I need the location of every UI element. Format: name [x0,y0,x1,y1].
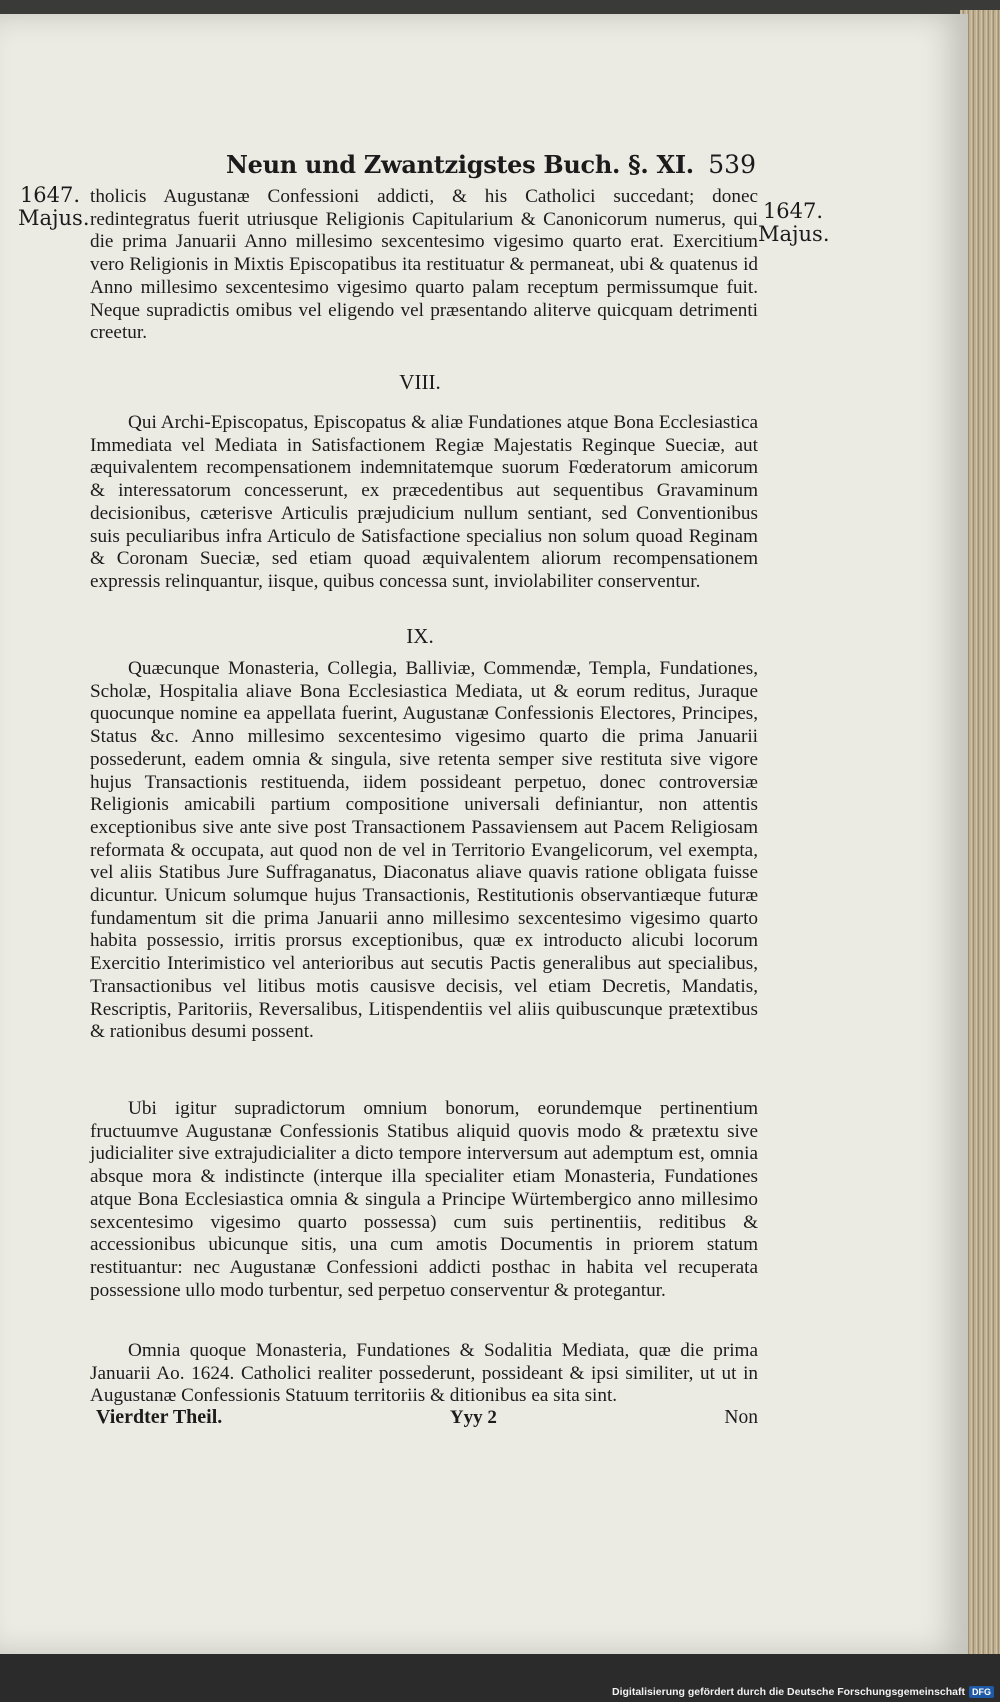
section-heading-ix: IX. [406,624,434,648]
margin-month: Majus. [758,222,830,246]
credit-text: Digitalisierung gefördert durch die Deutsche Forschungsgemeinschaft [612,1686,965,1698]
running-header [226,150,756,190]
section-ix-paragraph-1 [90,658,758,1044]
paragraph-text: Omnia quoque Monasteria, Fundationes & Sodalitia Mediata, quæ die prima Januarii Ao. 1624. Catholici realiter possederunt, possideant & ipsi similiter, ut ut in Augustanæ Confessionis Statuum territoriis & ditionibus ea sita sint. [90,1340,758,1407]
margin-month: Majus. [18,206,90,230]
digitization-credit [612,1684,994,1700]
page-number: 539 [708,150,756,179]
paragraph-text: Ubi igitur supradictorum omnium bonorum, eorundemque pertinentium fructuumve Augustanæ Confessionis Statibus aliquid quovis modo & prætextu sive judicialiter sive extrajudicialiter a dicto tempore interversum aut ademptum est, omnia absque mora & indistincte (interque illa specialiter etiam Monasteria, Fundationes atque Bona Ecclesiastica omnia & singula a Principe Würtembergico anno millesimo sexcentesimo vigesimo quarto possessa) cum suis pertinentiis, reditibus & accessionibus ubicunque sitis, una cum amotis Documentis in priorem statum restituantur: nec Augustanæ Confessioni addicti posthac in habita vel recuperata possessione ullo modo turbentur, sed perpetuo conserventur & protegantur. [90,1098,758,1301]
margin-year: 1647. [19,183,81,207]
section-ix-paragraph-3 [90,1340,758,1408]
right-margin-note [758,200,828,246]
running-title: Neun und Zwantzigstes Buch. §. XI. [226,150,694,179]
section-viii-paragraph [90,412,758,594]
section-ix-paragraph-2 [90,1098,758,1302]
intro-paragraph [90,186,758,345]
signature-mark: Yyy 2 [449,1407,497,1428]
part-label: Vierdter Theil. [96,1406,223,1428]
margin-year: 1647. [762,199,824,223]
dfg-logo-icon: DFG [969,1686,994,1698]
paragraph-text: Quæcunque Monasteria, Collegia, Balliviæ, Commendæ, Templa, Fundationes, Scholæ, Hospitalia aliave Bona Ecclesiastica Mediata, ut & eorum reditus, Juraque quocunque nomine ea appellata fuerint, Augustanæ Confessionis Electores, Principes, Status &c. Anno millesimo sexcentesimo vigesimo quarto die prima Januarii possederunt, eadem omnia & singula, sive retenta semper sive restituta sive vigore hujus Transactionis restituenda, iidem possideant perpetuo, donec controversiæ Religionis amicabili partium compositione universali definiantur, non attentis exceptionibus sive ante sive post Transactionem Passaviensem aut Pacem Religiosam reformata & occupata, aut quod non de vel in Territorio Evangelicorum, vel exempta, vel aliis Statibus Jure Suffraganatus, Diaconatus aliave quavis ratione obligata fuisse dicuntur. Unicum solumque hujus Transactionis, Restitutionis observantiæque futuræ fundamentum sit die prima Januarii anno millesimo sexcentesimo vigesimo quarto habita possessio, irritis prorsus exceptionibus, quæ ex introducto alicubi locorum Exercitio Interimistico vel anterioribus aut secutis Pactis generalibus aut specialibus, Transactionibus vel litibus motis causisve decisis, vel etiam Decretis, Mandatis, Rescriptis, Paritoriis, Reversalibus, Litispendentiis vel aliis quibuscunque prætextibus & rationibus desumi possent. [90,658,758,1043]
section-heading-viii: VIII. [399,370,441,394]
paragraph-text: tholicis Augustanæ Confessioni addicti, & his Catholici succedant; donec redintegratus fuerit utriusque Religionis Capitularium & Canonicorum numerus, qui die prima Januarii Anno millesimo sexcentesimo vigesimo quarto erat. Exercitium vero Religionis in Mixtis Episcopatibus ita restituatur & permaneat, ubi & quatenus id Anno millesimo sexcentesimo vigesimo quarto palam receptum permissumque fuit. Neque supradictis omibus vel eligendo vel præsentando aliterve quicquam detrimenti creetur. [90,186,758,344]
page-bottom-line [96,1406,758,1429]
paragraph-text: Qui Archi-Episcopatus, Episcopatus & aliæ Fundationes atque Bona Ecclesiastica Immediata vel Mediata in Satisfactionem Regiæ Majestatis Reginque Sueciæ, aut æquivalentem recompensationem indemnitatemque suorum Fœderatorum amicorum & interessatorum concesserunt, ex præcedentibus aut sequentibus Gravaminum decisionibus, cæterisve Articulis præjudicium nullum sentiant, sed Conventionibus suis peculiaribus infra Articulo de Satisfactione specialius non solum quoad Reginam & Coronam Sueciæ, sed etiam quoad æquivalentem aliorum recompensationem expressis relinquantur, iisque, quibus concessa sunt, inviolabiliter conserventur. [90,412,758,592]
catchword: Non [724,1407,758,1428]
left-margin-note [18,183,90,230]
